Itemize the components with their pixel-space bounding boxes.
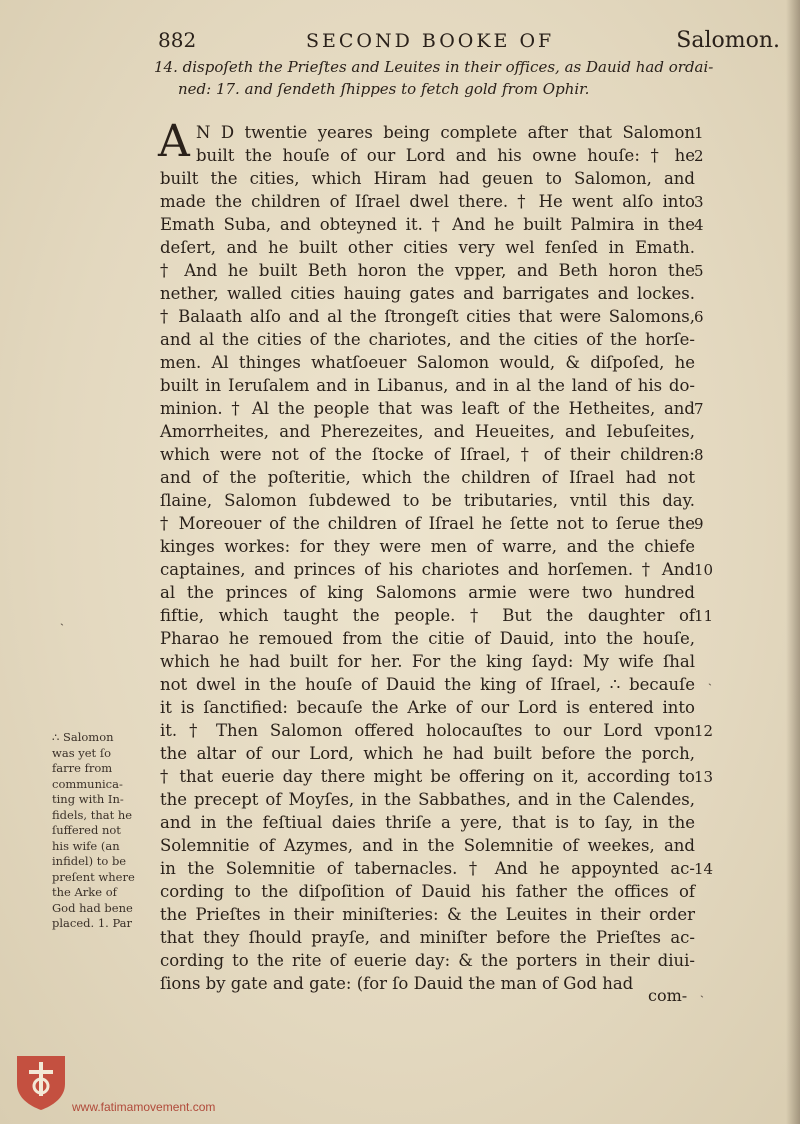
margin-note-line: infidel) to be: [52, 854, 127, 868]
text-line: cording to the diſpoſition of Dauid his father the offices of: [160, 882, 695, 901]
margin-note-line: ſuffered not: [52, 823, 121, 837]
running-title: SECOND BOOKE OF: [306, 30, 555, 52]
margin-note-line: ∴ Salomon: [52, 730, 114, 744]
margin-mark: ˎ: [60, 612, 64, 626]
text-line: built the houſe of our Lord and his owne houſe: † he: [196, 146, 695, 165]
text-line: it. † Then Salomon offered holocauſtes to our Lord vpon: [160, 721, 695, 740]
verse-number: 1: [694, 124, 704, 142]
text-line: which he had built for her. For the king ſayd: My wife ſhal: [160, 652, 695, 671]
text-line: Pharao he remoued from the citie of Dauid, into the houſe,: [160, 629, 695, 648]
text-line: † Moreouer of the children of Iſrael he ſette not to ſerue the: [160, 514, 695, 533]
verse-number: 5: [694, 262, 704, 280]
text-line: the altar of our Lord, which he had built before the porch,: [160, 744, 695, 763]
text-line: in the Solemnitie of tabernacles. † And he appoynted ac-: [160, 859, 695, 878]
text-line: built the cities, which Hiram had geuen to Salomon, and: [160, 169, 695, 188]
text-line: men. Al thinges whatſoeuer Salomon would, & diſpoſed, he: [160, 353, 695, 372]
margin-note: [52, 730, 162, 932]
catchword: com-: [648, 986, 688, 1005]
running-header: [158, 28, 786, 56]
text-line: not dwel in the houſe of Dauid the king of Iſrael, ∴ becauſe: [160, 675, 695, 694]
shield-logo-icon: [14, 1052, 68, 1112]
verse-number: 12: [694, 722, 714, 740]
text-line: that they ſhould prayſe, and miniſter before the Prieſtes ac-: [160, 928, 695, 947]
page-edge-shadow: [786, 0, 800, 1124]
text-line: captaines, and princes of his chariotes and horſemen. † And: [160, 560, 695, 579]
verse-number: 9: [694, 515, 704, 533]
text-line: ſlaine, Salomon ſubdewed to be tributaries, vntil this day.: [160, 491, 695, 510]
margin-note-line: the Arke of: [52, 885, 117, 899]
text-line: al the princes of king Salomons armie were two hundred: [160, 583, 695, 602]
margin-note-line: placed. 1. Par: [52, 916, 133, 930]
text-line: nether, walled cities hauing gates and barrigates and lockes.: [160, 284, 695, 303]
book-name: Salomon.: [676, 28, 780, 53]
page-number: 882: [158, 28, 197, 52]
verse-number: 2: [694, 147, 704, 165]
margin-note-line: preſent where: [52, 869, 135, 884]
summary-line: 14. dispoſeth the Prieſtes and Leuites in their offices, as Dauid had ordai-: [154, 58, 714, 76]
text-line: the precept of Moyſes, in the Sabbathes, and in the Calendes,: [160, 790, 695, 809]
verse-number: 4: [694, 216, 704, 234]
text-line: built in Ieruſalem and in Libanus, and in al the land of his do-: [160, 376, 695, 395]
verse-number: 6: [694, 308, 704, 326]
text-line: and in the feſtiual daies thriſe a yere, that is to ſay, in the: [160, 813, 695, 832]
body-text: [158, 116, 695, 995]
drop-cap: A: [158, 116, 190, 167]
text-line: cording to the rite of euerie day: & the porters in their diui-: [160, 951, 695, 970]
text-line: Amorrheites, and Pherezeites, and Heueites, and Iebuſeites,: [160, 422, 695, 441]
text-line: Emath Suba, and obteyned it. † And he built Palmira in the: [160, 215, 695, 234]
margin-note-line: was yet ſo: [52, 745, 112, 760]
text-line: minion. † Al the people that was leaft of the Hetheites, and: [160, 399, 695, 418]
verse-number: 11: [694, 607, 714, 625]
text-line: it is ſanctified: becauſe the Arke of our Lord is entered into: [160, 698, 695, 717]
text-line: Solemnitie of Azymes, and in the Solemnitie of weekes, and: [160, 836, 695, 855]
margin-note-line: his wife (an: [52, 838, 120, 853]
margin-note-line: ting with In-: [52, 792, 124, 806]
summary-line: ned: 17. and ſendeth ſhippes to fetch gold from Ophir.: [178, 80, 590, 98]
chapter-summary: [154, 56, 783, 100]
text-line: which were not of the ſtocke of Iſrael, † of their children:: [160, 445, 695, 464]
margin-mark: ˎ: [700, 984, 704, 998]
text-line: made the children of Iſrael dwel there. † He went alſo into: [160, 192, 695, 211]
text-line: † And he built Beth horon the vpper, and Beth horon the: [160, 261, 695, 280]
margin-note-line: God had bene: [52, 900, 133, 915]
verse-number: 7: [694, 400, 704, 418]
text-line: fiftie, which taught the people. † But the daughter of: [160, 606, 695, 625]
website-link[interactable]: www.fatimamovement.com: [72, 1100, 216, 1114]
margin-note-line: fidels, that he: [52, 807, 133, 822]
verse-number: 8: [694, 446, 704, 464]
margin-note-line: communica-: [52, 776, 123, 791]
text-line: ſions by gate and gate: (for ſo Dauid the man of God had: [160, 974, 634, 993]
margin-note-line: farre from: [52, 761, 113, 775]
verse-number: 13: [694, 768, 714, 786]
text-line: † that euerie day there might be offering on it, according to: [160, 767, 695, 786]
text-line: kinges workes: for they were men of warre, and the chiefe: [160, 537, 695, 556]
text-line: † Balaath alſo and al the ſtrongeſt cities that were Salomons,: [160, 307, 695, 326]
text-line: the Prieſtes in their miniſteries: & the Leuites in their order: [160, 905, 695, 924]
text-line: and al the cities of the chariotes, and the cities of the horſe-: [160, 330, 695, 349]
verse-number: 3: [694, 193, 704, 211]
text-line: and of the poſteritie, which the children of Iſrael had not: [160, 468, 695, 487]
text-line: N D twentie yeares being complete after that Salomon: [196, 123, 695, 142]
verse-number: 10: [694, 561, 714, 579]
margin-mark: ˏ: [708, 672, 712, 686]
verse-number: 14: [694, 860, 714, 878]
text-line: deſert, and he built other cities very wel fenſed in Emath.: [160, 238, 695, 257]
